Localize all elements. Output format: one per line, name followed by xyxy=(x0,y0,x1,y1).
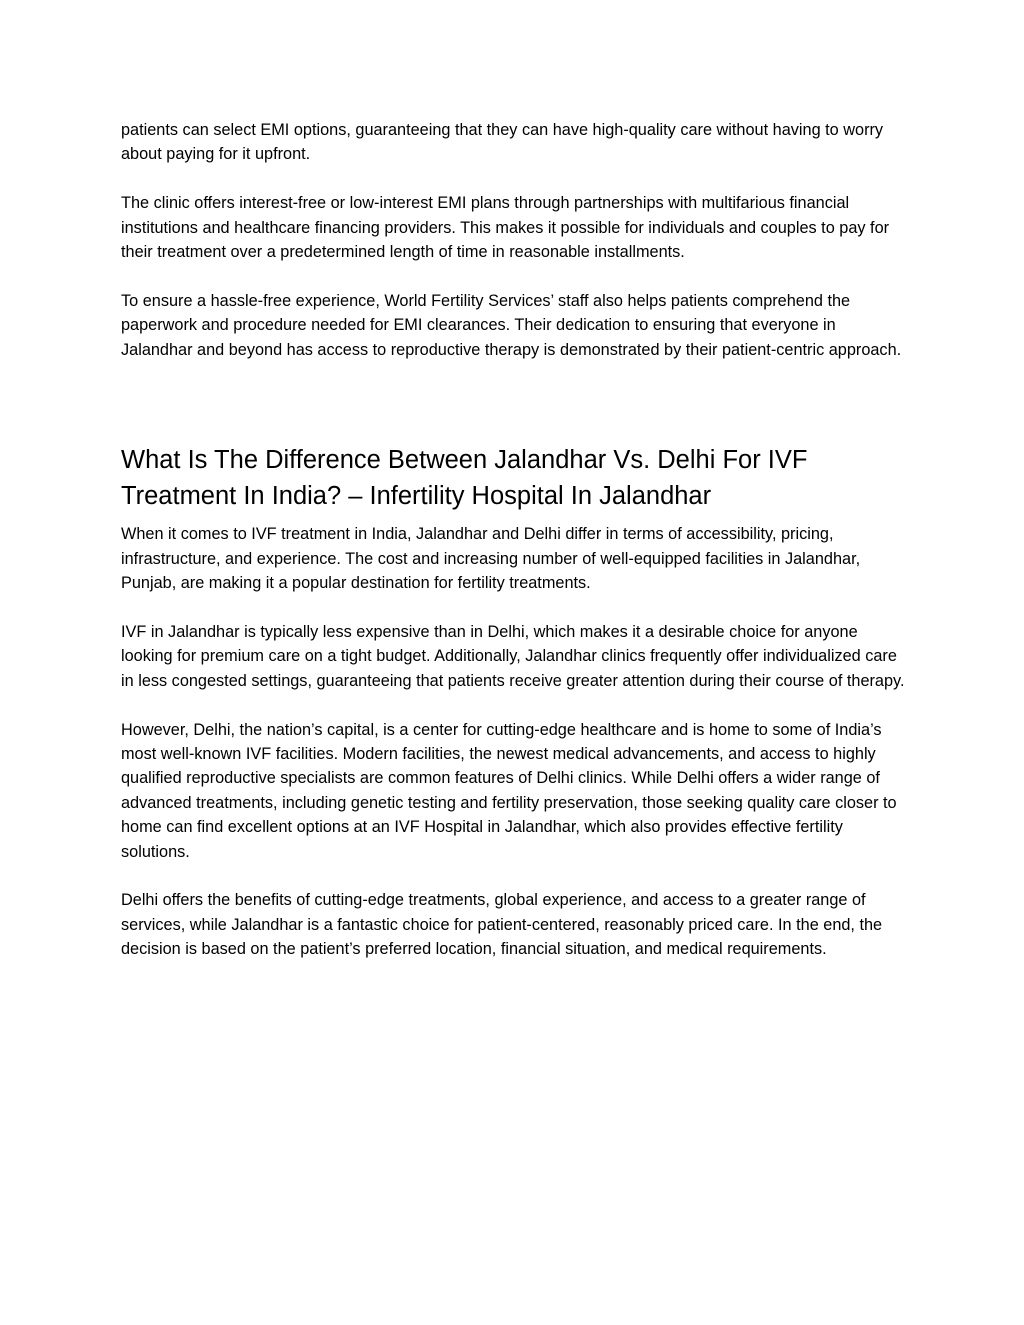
paragraph-delhi-facilities: However, Delhi, the nation’s capital, is a center for cutting-edge healthcare and is home to some of India’s most well-known IVF facilities. Modern facilities, the newest medical advancements, and access to highly qualified reproductive specialists are common features of Delhi clinics. While Delhi offers a wider range of advanced treatments, including genetic testing and fertility preservation, those seeking quality care closer to home can find excellent options at an IVF Hospital in Jalandhar, which also provides effective fertility solutions. xyxy=(121,720,897,861)
paragraph-emi-plans: The clinic offers interest-free or low-interest EMI plans through partnerships with multifarious financial institutions and healthcare financing providers. This makes it possible for individuals and couples to pay for their treatment over a predetermined length of time in reasonable installments. xyxy=(121,194,890,262)
document-page xyxy=(121,118,911,986)
paragraph-comparison-intro: When it comes to IVF treatment in India, Jalandhar and Delhi differ in terms of accessibility, pricing, infrastructure, and experience. The cost and increasing number of well-equipped facilities in Jalandhar, Punjab, are making it a popular destination for fertility treatments. xyxy=(121,525,861,593)
paragraph-emi-options: patients can select EMI options, guaranteeing that they can have high-quality care without having to worry about paying for it upfront. xyxy=(121,121,884,164)
section-spacer xyxy=(121,386,911,442)
section-heading: What Is The Difference Between Jalandhar Vs. Delhi For IVF Treatment In India? – Infertility Hospital In Jalandhar xyxy=(121,446,808,511)
paragraph-hassle-free: To ensure a hassle-free experience, World Fertility Services’ staff also helps patients comprehend the paperwork and procedure needed for EMI clearances. Their dedication to ensuring that everyone in Jalandhar and beyond has access to reproductive therapy is demonstrated by their patient-centric approach. xyxy=(121,291,902,359)
paragraph-jalandhar-cost: IVF in Jalandhar is typically less expensive than in Delhi, which makes it a desirable choice for anyone looking for premium care on a tight budget. Additionally, Jalandhar clinics frequently offer individualized care in less congested settings, guaranteeing that patients receive greater attention during their course of therapy. xyxy=(121,623,905,690)
paragraph-conclusion: Delhi offers the benefits of cutting-edge treatments, global experience, and access to a greater range of services, while Jalandhar is a fantastic choice for patient-centered, reasonably priced care. In the end, the decision is based on the patient’s preferred location, financial situation, and medical requirements. xyxy=(121,891,883,959)
